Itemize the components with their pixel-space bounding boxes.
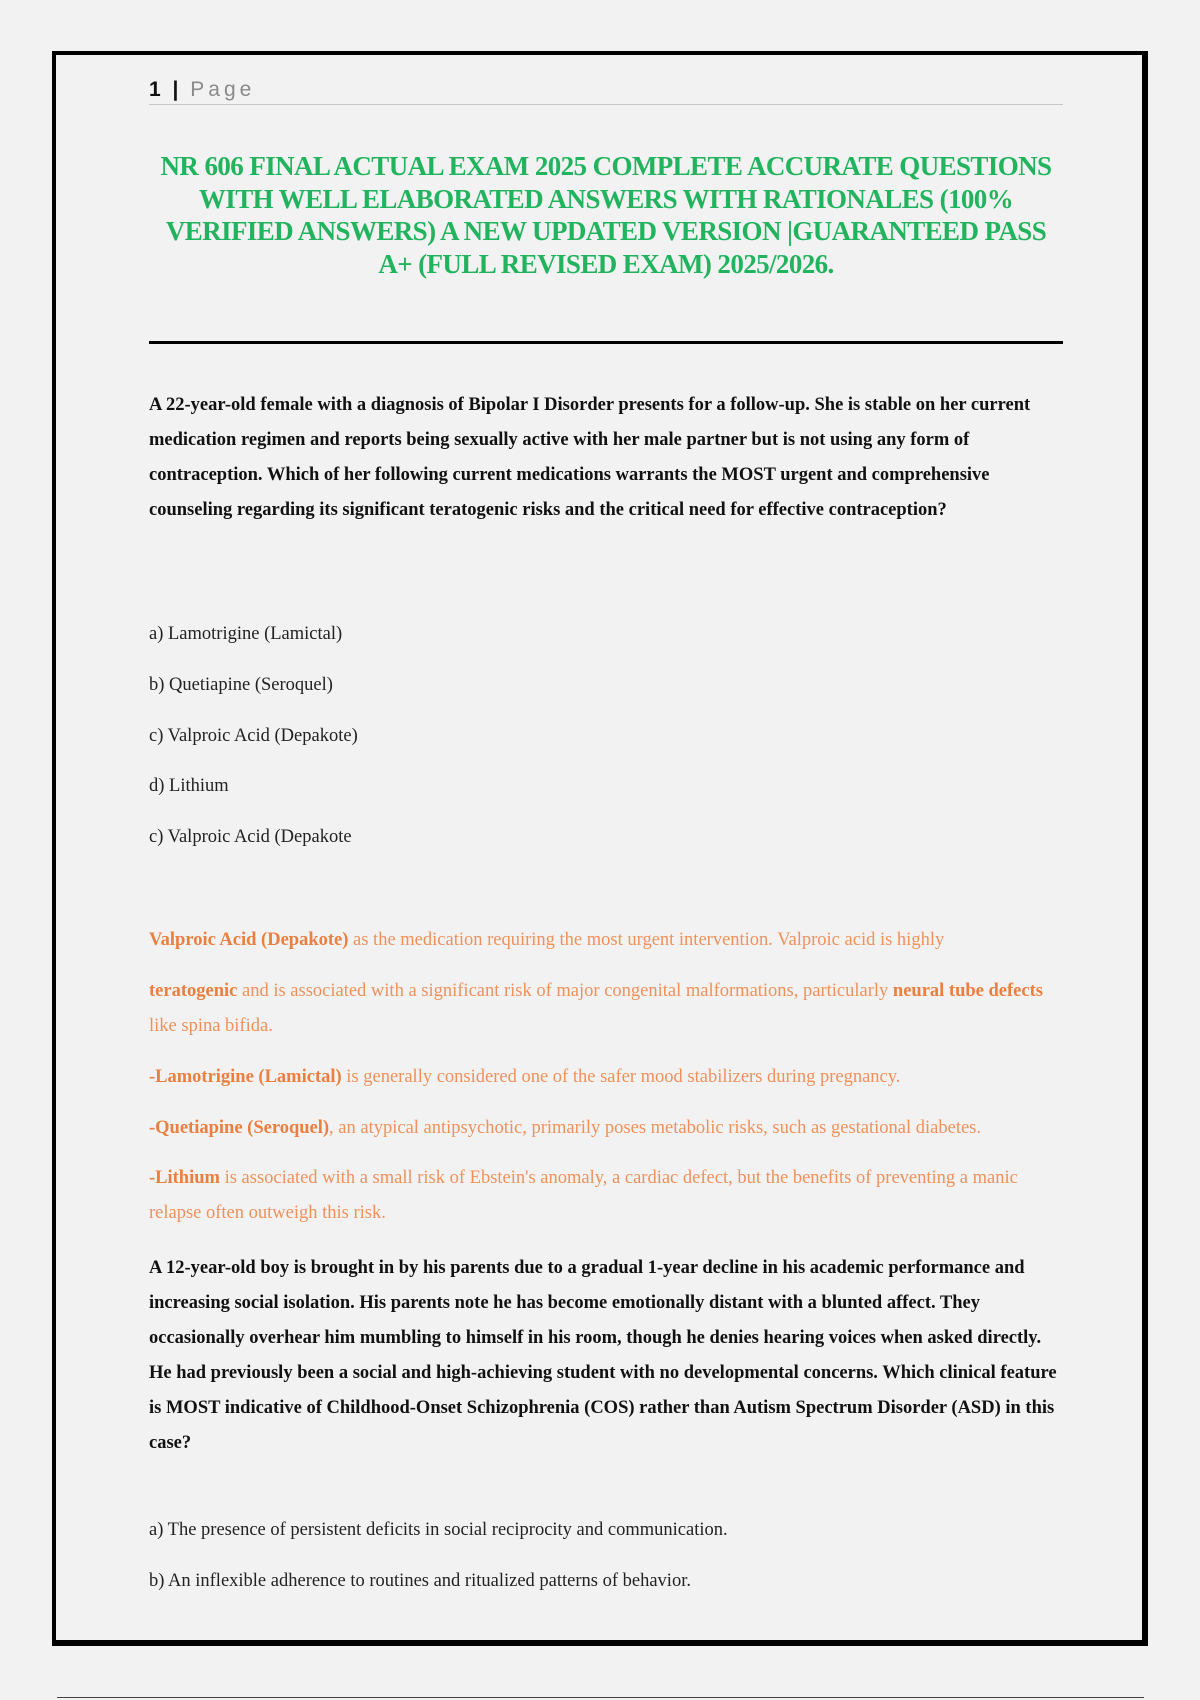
rationale-4-text: , an atypical antipsychotic, primarily poses metabolic risks, such as gestational diabetes. xyxy=(329,1118,982,1138)
rationale-2-text-b: like spina bifida. xyxy=(149,1016,273,1036)
document-page xyxy=(52,51,1148,1646)
title-divider xyxy=(149,341,1063,344)
page-label: Page xyxy=(190,78,256,101)
rationale-5-bold: -Lithium xyxy=(149,1168,220,1188)
rationale-paragraph-2 xyxy=(149,974,1063,1044)
document-title: NR 606 FINAL ACTUAL EXAM 2025 COMPLETE ACCURATE QUESTIONS WITH WELL ELABORATED ANSWERS WITH RATIONALES (100% VERIFIED ANSWERS) A NEW UPDATED VERSION |GUARANTEED PASS A+ (FULL REVISED EXAM) 2025/2026. xyxy=(160,151,1052,279)
rationale-2-text-a: and is associated with a significant risk of major congenital malformations, particularly xyxy=(237,981,893,1001)
question-2-stem: A 12-year-old boy is brought in by his parents due to a gradual 1-year decline in his academic performance and increasing social isolation. His parents note he has become emotionally distant with a blunted affect. They occasionally overhear him mumbling to himself in his room, though he denies hearing voices when asked directly. He had previously been a social and high-achieving student with no developmental concerns. Which clinical feature is MOST indicative of Childhood-Onset Schizophrenia (COS) rather than Autism Spectrum Disorder (ASD) in this case? xyxy=(149,1258,1057,1453)
rationale-5-text: is associated with a small risk of Ebstein's anomaly, a cardiac defect, but the benefits of preventing a manic relapse often outweigh this risk. xyxy=(149,1168,1018,1223)
rationale-2-bold-neural-tube: neural tube defects xyxy=(892,981,1043,1001)
rationale-paragraph-1 xyxy=(149,923,1063,958)
question-2-option-a: a) The presence of persistent deficits in social reciprocity and communication. xyxy=(149,1520,728,1540)
question-1-stem: A 22-year-old female with a diagnosis of Bipolar I Disorder presents for a follow-up. She is stable on her current medication regimen and reports being sexually active with her male partner but is not using any form of contraception. Which of her following current medications warrants the MOST urgent and comprehensive counseling regarding its significant teratogenic risks and the critical need for effective contraception? xyxy=(149,395,1031,520)
next-page-edge xyxy=(57,1697,1144,1698)
rationale-paragraph-5 xyxy=(149,1161,1063,1231)
page-separator: | xyxy=(172,78,179,101)
rationale-4-bold: -Quetiapine (Seroquel) xyxy=(149,1118,330,1138)
question-1-option-a: a) Lamotrigine (Lamictal) xyxy=(149,624,343,644)
question-1-option-d: d) Lithium xyxy=(149,776,229,796)
question-1-answer: c) Valproic Acid (Depakote xyxy=(149,827,352,847)
question-1-option-c: c) Valproic Acid (Depakote) xyxy=(149,726,358,746)
rationale-paragraph-4 xyxy=(149,1111,1063,1146)
rationale-paragraph-3 xyxy=(149,1060,1063,1095)
question-2-option-b: b) An inflexible adherence to routines and ritualized patterns of behavior. xyxy=(149,1571,691,1591)
page-header xyxy=(149,75,1063,105)
rationale-1-bold: Valproic Acid (Depakote) xyxy=(149,930,349,950)
page-number: 1 xyxy=(149,78,161,101)
rationale-1-text: as the medication requiring the most urgent intervention. Valproic acid is highly xyxy=(348,930,945,950)
rationale-2-bold-teratogenic: teratogenic xyxy=(149,981,238,1001)
rationale-3-bold: -Lamotrigine (Lamictal) xyxy=(149,1067,342,1087)
question-1-option-b: b) Quetiapine (Seroquel) xyxy=(149,675,333,695)
rationale-3-text: is generally considered one of the safer mood stabilizers during pregnancy. xyxy=(341,1067,901,1087)
